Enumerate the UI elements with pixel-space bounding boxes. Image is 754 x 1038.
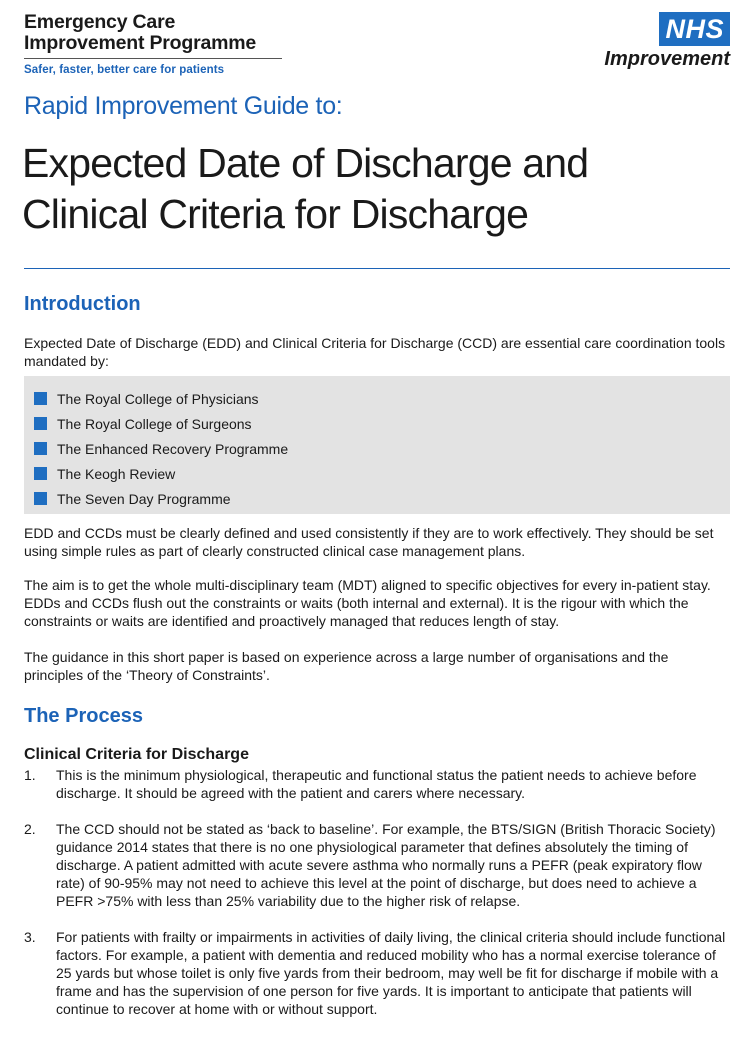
process-heading: The Process bbox=[24, 705, 143, 727]
mandates-box bbox=[24, 376, 730, 514]
list-item-number: 1. bbox=[24, 767, 36, 783]
title-divider bbox=[24, 268, 730, 269]
mandate-label: The Enhanced Recovery Programme bbox=[57, 440, 289, 457]
list-item-text: For patients with frailty or impairments in activities of daily living, the clinical criteria should include functional factors. For example, a patient with dementia and reduced mobility who has a normal exercise tolerance of 25 yards but whose toilet is only five yards from their bedroom, may well be fit for discharge if mobile with a frame and has the supervision of one person for five yards. It is important to anticipate that patients will continue to recover at home with or without support. bbox=[56, 929, 726, 1017]
intro-paragraph-2: EDD and CCDs must be clearly defined and used consistently if they are to work effectively. They should be set using simple rules as part of clearly constructed clinical case management plans. bbox=[24, 525, 714, 559]
square-bullet-icon bbox=[34, 467, 47, 480]
list-item-number: 2. bbox=[24, 821, 36, 837]
list-item-text: This is the minimum physiological, therapeutic and functional status the patient needs to achieve before discharge. It should be agreed with the patient and carers where necessary. bbox=[56, 767, 697, 801]
nhs-improvement-logo bbox=[604, 12, 730, 72]
nhs-logo-badge: NHS bbox=[659, 12, 730, 46]
mandates-list bbox=[24, 376, 730, 511]
ecip-tagline: Safer, faster, better care for patients bbox=[24, 64, 225, 76]
mandate-label: The Seven Day Programme bbox=[57, 490, 231, 507]
intro-paragraph-3: The aim is to get the whole multi-disciplinary team (MDT) aligned to specific objectives for every in-patient stay. EDDs and CCDs flush out the constraints or waits (both internal and external). It is the rigour with which the constraints or waits are identified and proactively managed that reduces length of stay. bbox=[24, 577, 711, 629]
page-header bbox=[0, 0, 754, 90]
square-bullet-icon bbox=[34, 417, 47, 430]
mandate-item bbox=[34, 411, 730, 436]
intro-paragraph-4: The guidance in this short paper is based on experience across a large number of organisations and the principles of the ‘Theory of Constraints’. bbox=[24, 649, 669, 683]
introduction-heading: Introduction bbox=[24, 293, 141, 315]
nhs-logo-subtitle: Improvement bbox=[604, 48, 730, 70]
mandate-item bbox=[34, 486, 730, 511]
mandate-item bbox=[34, 436, 730, 461]
ecip-title-line1: Emergency Care bbox=[24, 11, 176, 33]
ccd-subheading: Clinical Criteria for Discharge bbox=[24, 746, 249, 763]
mandate-label: The Royal College of Physicians bbox=[57, 390, 259, 407]
guide-prefix: Rapid Improvement Guide to: bbox=[24, 92, 343, 120]
mandate-label: The Keogh Review bbox=[57, 465, 176, 482]
mandate-item bbox=[34, 386, 730, 411]
process-list bbox=[24, 766, 730, 1018]
page-title-line2: Clinical Criteria for Discharge bbox=[22, 191, 529, 237]
list-item-text: The CCD should not be stated as ‘back to baseline’. For example, the BTS/SIGN (British Thoracic Society) guidance 2014 states that there is no one physiological parameter that defines absolutely the timing of discharge. A patient admitted with acute severe asthma who normally runs a PEFR (peak expiratory flow rate) of 90-95% may not need to achieve this level at the point of discharge, but does need to achieve a PEFR >75% with less than 25% variability due to the higher risk of relapse. bbox=[56, 821, 716, 909]
intro-paragraph-1: Expected Date of Discharge (EDD) and Clinical Criteria for Discharge (CCD) are essential care coordination tools mandated by: bbox=[24, 335, 726, 369]
list-item bbox=[24, 766, 730, 802]
square-bullet-icon bbox=[34, 442, 47, 455]
square-bullet-icon bbox=[34, 492, 47, 505]
list-item bbox=[24, 820, 730, 910]
list-item-number: 3. bbox=[24, 929, 36, 945]
square-bullet-icon bbox=[34, 392, 47, 405]
ecip-title-line2: Improvement Programme bbox=[24, 32, 257, 54]
page-title bbox=[22, 138, 722, 240]
ecip-divider bbox=[24, 58, 282, 59]
ecip-logo bbox=[24, 12, 282, 76]
list-item bbox=[24, 928, 730, 1018]
mandate-label: The Royal College of Surgeons bbox=[57, 415, 252, 432]
mandate-item bbox=[34, 461, 730, 486]
page-title-line1: Expected Date of Discharge and bbox=[22, 140, 589, 186]
